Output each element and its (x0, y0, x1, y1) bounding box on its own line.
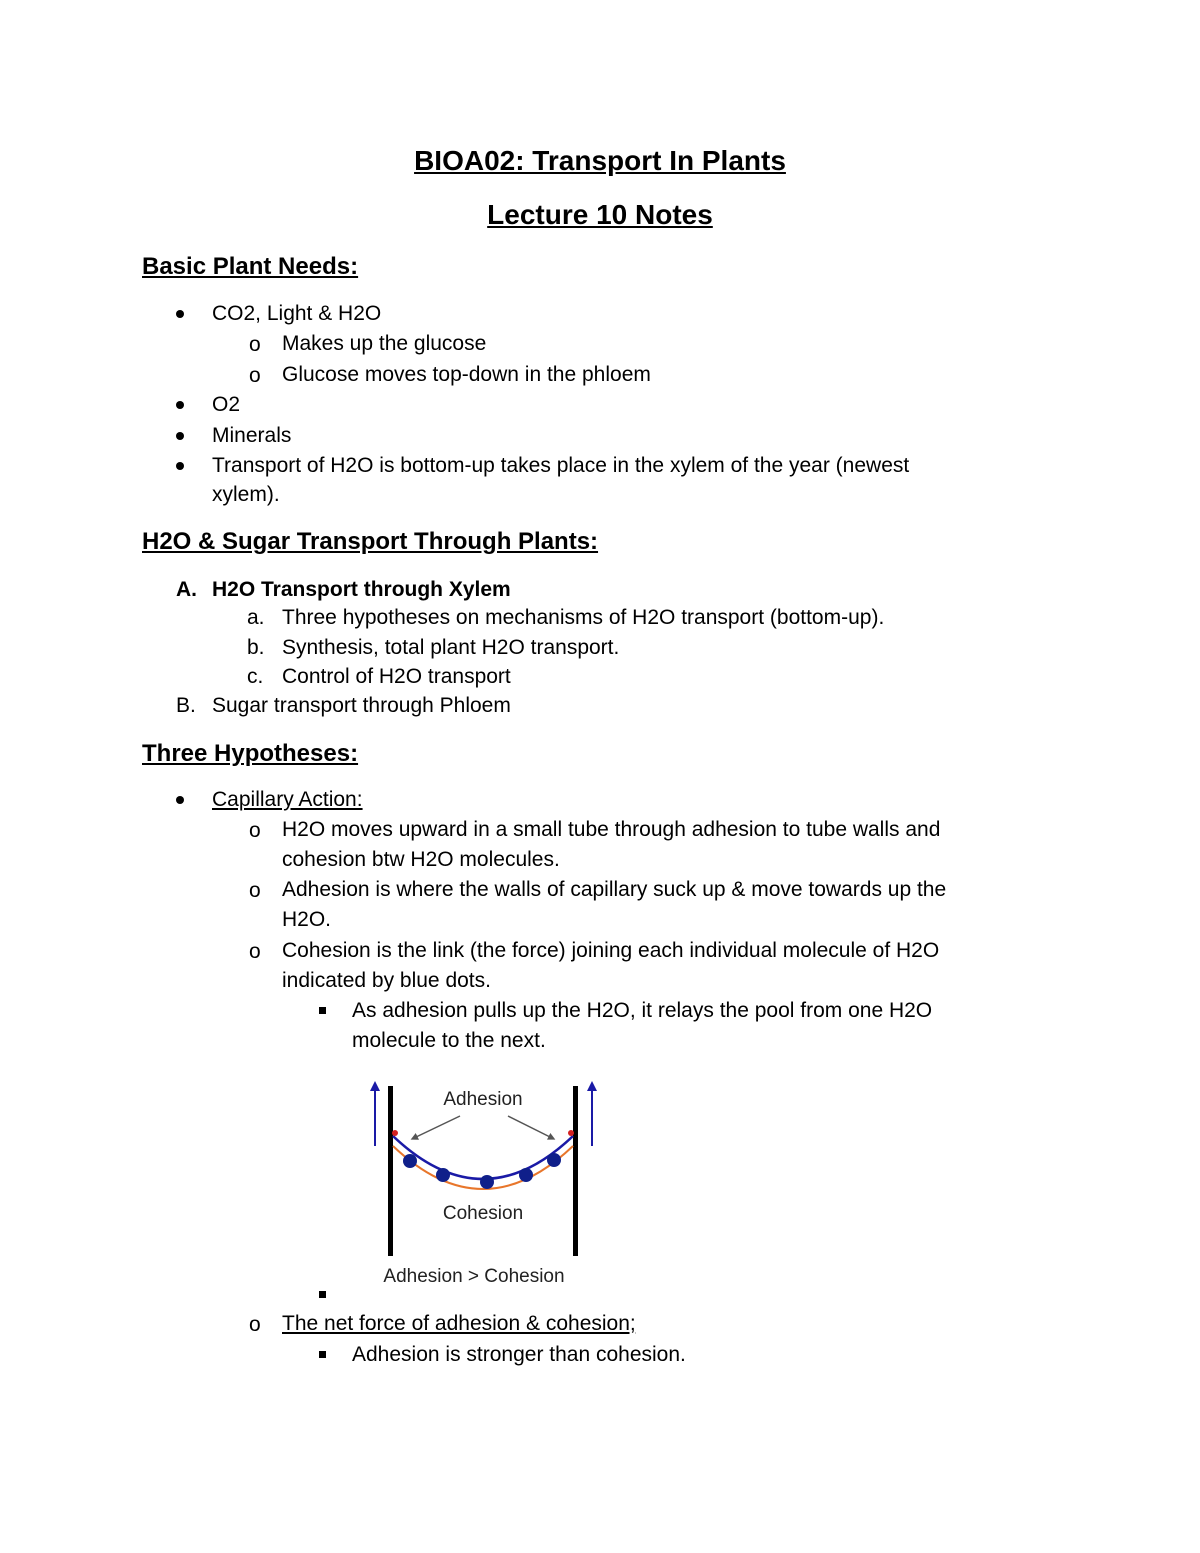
sub-bullet-marker: o (249, 364, 261, 387)
adhesion-point (392, 1130, 398, 1136)
square-bullet-icon (319, 1351, 326, 1358)
sub-bullet-marker: o (249, 1313, 261, 1336)
list-item: Capillary Action: (212, 788, 363, 811)
list-marker: b. (247, 636, 265, 659)
list-item: H2O moves upward in a small tube through adhesion to tube walls and (282, 818, 941, 841)
list-item: Minerals (212, 424, 292, 447)
diagram-label-cohesion: Cohesion (442, 1203, 524, 1224)
diagram-label-comparison: Adhesion > Cohesion (383, 1266, 565, 1287)
list-item: Three hypotheses on mechanisms of H2O transport (bottom-up). (282, 606, 885, 629)
water-molecule (519, 1168, 533, 1182)
diagram-label-adhesion: Adhesion (443, 1089, 523, 1110)
sub-bullet-marker: o (249, 819, 261, 842)
pointer-arrow-icon (414, 1116, 460, 1138)
list-item: As adhesion pulls up the H2O, it relays the pool from one H2O (352, 999, 933, 1022)
list-item: O2 (212, 393, 241, 416)
bullet-icon (176, 310, 184, 318)
sub-bullet-marker: o (249, 940, 261, 963)
meniscus-curve (393, 1136, 573, 1179)
list-item-continuation: indicated by blue dots. (282, 969, 491, 992)
list-item-continuation: molecule to the next. (352, 1029, 546, 1052)
list-item: Control of H2O transport (282, 665, 511, 688)
list-item: Sugar transport through Phloem (212, 694, 511, 717)
list-marker: c. (247, 665, 264, 688)
water-molecule (403, 1154, 417, 1168)
list-item: Glucose moves top-down in the phloem (282, 363, 651, 386)
list-item-continuation: H2O. (282, 908, 332, 931)
list-marker: a. (247, 606, 265, 629)
water-molecule (547, 1153, 561, 1167)
sub-bullet-marker: o (249, 333, 261, 356)
list-item-continuation: cohesion btw H2O molecules. (282, 848, 560, 871)
pointer-arrow-icon (508, 1116, 552, 1138)
bullet-icon (176, 401, 184, 409)
list-marker: B. (176, 694, 196, 717)
section-heading-basic-needs: Basic Plant Needs: (142, 253, 359, 280)
list-item-continuation: xylem). (212, 483, 280, 506)
list-item: Transport of H2O is bottom-up takes place in the xylem of the year (newest (212, 454, 910, 477)
water-molecule (480, 1175, 494, 1189)
list-item: Synthesis, total plant H2O transport. (282, 636, 620, 659)
square-bullet-icon (319, 1291, 326, 1298)
list-item: The net force of adhesion & cohesion; (282, 1312, 636, 1335)
tube-wall-right (573, 1086, 578, 1256)
sub-bullet-marker: o (249, 879, 261, 902)
page-title: BIOA02: Transport In Plants (414, 145, 786, 176)
list-marker: A. (176, 578, 197, 601)
list-item: Adhesion is where the walls of capillary suck up & move towards up the (282, 878, 947, 901)
section-heading-transport: H2O & Sugar Transport Through Plants: (142, 528, 599, 555)
tube-wall-left (388, 1086, 393, 1256)
list-item: Adhesion is stronger than cohesion. (352, 1343, 686, 1366)
bullet-icon (176, 462, 184, 470)
page-subtitle: Lecture 10 Notes (487, 199, 713, 230)
bullet-icon (176, 796, 184, 804)
list-item: Makes up the glucose (282, 332, 487, 355)
list-item: CO2, Light & H2O (212, 302, 382, 325)
capillary-action-diagram (362, 1072, 612, 1292)
list-item: H2O Transport through Xylem (212, 578, 511, 601)
bullet-icon (176, 432, 184, 440)
section-heading-hypotheses: Three Hypotheses: (142, 740, 359, 767)
water-molecule (436, 1168, 450, 1182)
square-bullet-icon (319, 1007, 326, 1014)
adhesion-point (568, 1130, 574, 1136)
list-item: Cohesion is the link (the force) joining each individual molecule of H2O (282, 939, 940, 962)
